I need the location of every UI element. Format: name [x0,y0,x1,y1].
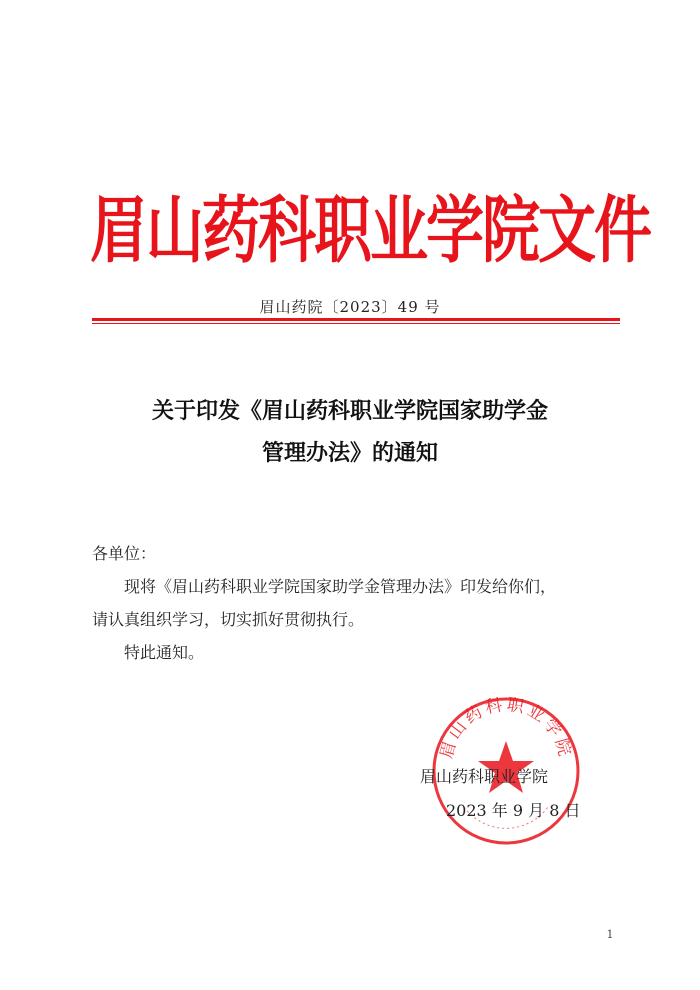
header-red-rule-thin [92,323,620,324]
document-title [90,390,610,474]
signature-date: 2023 年 9 月 8 日 [446,801,581,820]
body-paragraph-line-1: 现将《眉山药科职业学院国家助学金管理办法》印发给你们， [124,577,557,596]
salutation: 各单位： [92,544,157,563]
signature-block [420,760,590,828]
body-paragraph-line-2: 请认真组织学习，切实抓好贯彻执行。 [92,610,365,629]
closing-text: 特此通知。 [124,643,205,662]
page-number: 1 [606,928,614,941]
document-header-title: 眉山药科职业学院文件 [90,188,651,273]
document-body [92,537,612,669]
header-red-rule [92,318,620,321]
seal-text: 眉山药科职业学院 [436,695,576,761]
document-title-line-2: 管理办法》的通知 [261,440,438,466]
signature-organization: 眉山药科职业学院 [420,767,549,786]
document-number: 眉山药院〔2023〕49 号 [259,298,441,316]
document-title-line-1: 关于印发《眉山药科职业学院国家助学金 [151,398,548,424]
